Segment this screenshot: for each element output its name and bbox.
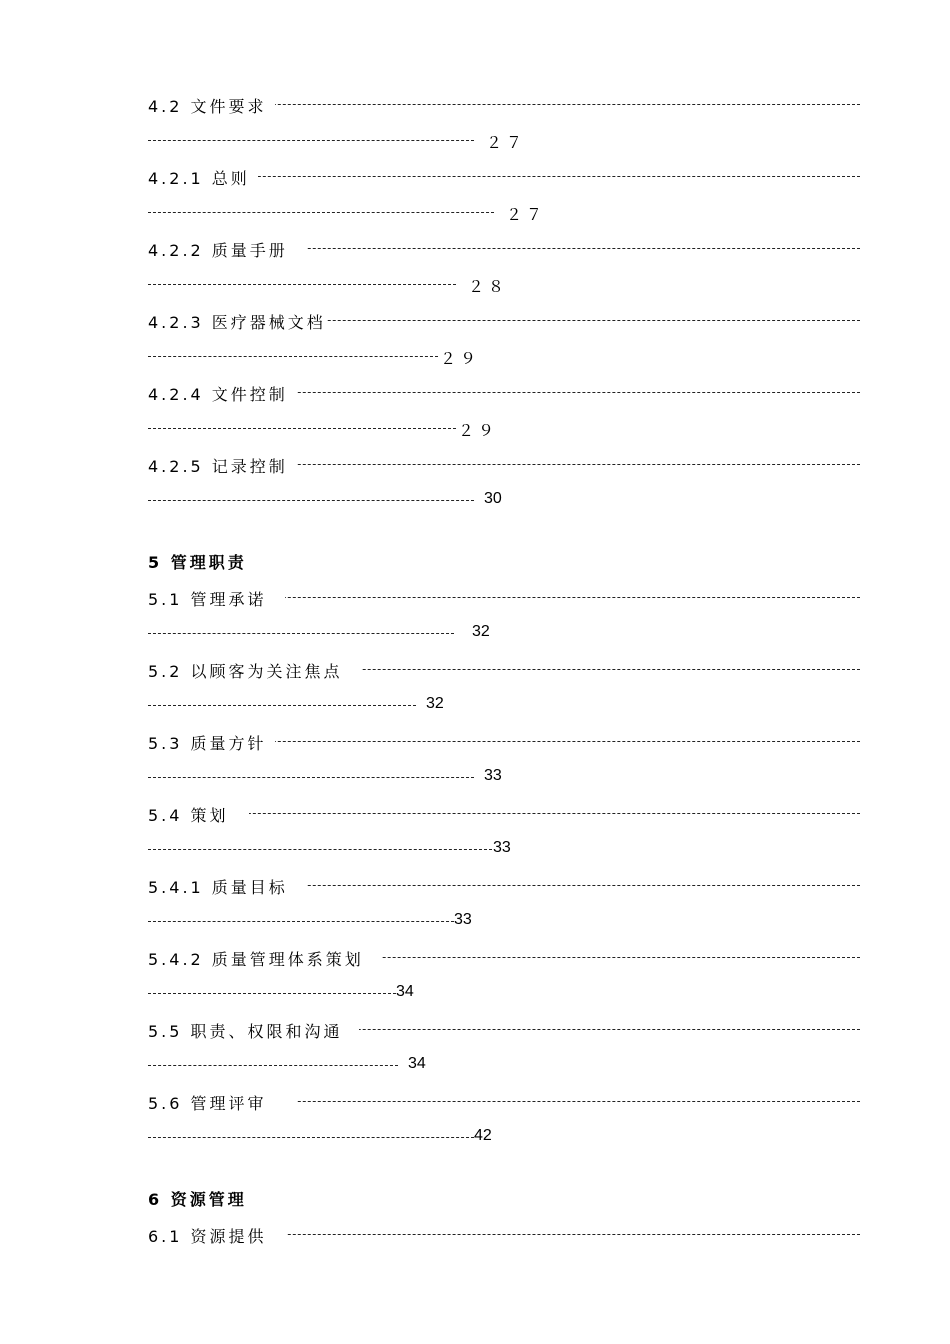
toc-entry-label: 6.1 资源提供 bbox=[148, 1224, 287, 1247]
toc-entry-first-line bbox=[148, 581, 860, 617]
dotted-leader bbox=[148, 356, 438, 357]
toc-entry-first-line bbox=[148, 232, 860, 268]
toc-entry-first-line bbox=[148, 88, 860, 124]
toc-entry-second-line bbox=[148, 617, 860, 653]
toc-entry-second-line bbox=[148, 124, 860, 160]
toc-entry bbox=[148, 941, 860, 1013]
toc-page-number: 32 bbox=[426, 695, 444, 712]
toc-entry-second-line bbox=[148, 689, 860, 725]
toc-entry-first-line bbox=[148, 448, 860, 484]
toc-page-number: 32 bbox=[472, 623, 490, 640]
dotted-leader bbox=[148, 813, 860, 814]
toc-entry-label: 5.4.2 质量管理体系策划 bbox=[148, 947, 382, 970]
toc-entry bbox=[148, 376, 860, 448]
toc-entry bbox=[148, 581, 860, 653]
toc-entry-first-line bbox=[148, 725, 860, 761]
toc-entry bbox=[148, 232, 860, 304]
toc-entry bbox=[148, 1085, 860, 1157]
toc-page-number: 34 bbox=[396, 983, 414, 1000]
toc-entry-first-line bbox=[148, 1085, 860, 1121]
toc-entry-first-line bbox=[148, 160, 860, 196]
toc-entry-second-line bbox=[148, 1121, 860, 1157]
toc-entry-second-line bbox=[148, 340, 860, 376]
dotted-leader bbox=[148, 705, 416, 706]
toc-entry-label: 4.2.5 记录控制 bbox=[148, 454, 296, 477]
toc-entry-first-line bbox=[148, 653, 860, 689]
toc-entry-first-line bbox=[148, 304, 860, 340]
dotted-leader bbox=[148, 633, 454, 634]
toc-entry bbox=[148, 1013, 860, 1085]
toc-page-number: 33 bbox=[484, 767, 502, 784]
toc-page-number: 34 bbox=[408, 1055, 426, 1072]
toc-entry-first-line bbox=[148, 869, 860, 905]
toc-entry-label: 5.3 质量方针 bbox=[148, 731, 275, 754]
toc-entry-second-line bbox=[148, 761, 860, 797]
toc-entry bbox=[148, 304, 860, 376]
toc-entry-second-line bbox=[148, 268, 860, 304]
section-heading: 6 资源管理 bbox=[148, 1190, 247, 1209]
dotted-leader bbox=[148, 284, 456, 285]
toc-entry-second-line bbox=[148, 412, 860, 448]
toc-entry bbox=[148, 797, 860, 869]
toc-entry-label: 5.4 策划 bbox=[148, 803, 249, 826]
toc-page-number: ２９ bbox=[440, 349, 481, 368]
toc-entry bbox=[148, 725, 860, 797]
toc-page-number: ２９ bbox=[458, 421, 499, 440]
toc-entry-second-line bbox=[148, 484, 860, 520]
toc-entry-label: 4.2 文件要求 bbox=[148, 94, 275, 117]
toc-entry-second-line bbox=[148, 977, 860, 1013]
toc-entry-second-line bbox=[148, 196, 860, 232]
toc-entry bbox=[148, 160, 860, 232]
table-of-contents bbox=[148, 88, 860, 1254]
toc-entry-label: 5.1 管理承诺 bbox=[148, 587, 285, 610]
toc-entry-label: 5.2 以顾客为关注焦点 bbox=[148, 659, 361, 682]
toc-entry bbox=[148, 88, 860, 160]
toc-entry-label: 4.2.1 总则 bbox=[148, 166, 258, 189]
toc-entry-first-line bbox=[148, 797, 860, 833]
toc-entry-label: 5.6 管理评审 bbox=[148, 1091, 297, 1114]
toc-page-number: ２７ bbox=[486, 133, 527, 152]
toc-entry-first-line bbox=[148, 1013, 860, 1049]
toc-entry-first-line bbox=[148, 376, 860, 412]
toc-entry bbox=[148, 1218, 860, 1254]
dotted-leader bbox=[148, 849, 492, 850]
toc-entry-first-line bbox=[148, 941, 860, 977]
toc-entry bbox=[148, 869, 860, 941]
dotted-leader bbox=[148, 140, 474, 141]
toc-entry-second-line bbox=[148, 905, 860, 941]
toc-entry bbox=[148, 653, 860, 725]
dotted-leader bbox=[148, 212, 494, 213]
toc-page-number: ２８ bbox=[468, 277, 509, 296]
dotted-leader bbox=[148, 777, 474, 778]
dotted-leader bbox=[148, 1065, 398, 1066]
dotted-leader bbox=[148, 1137, 474, 1138]
toc-page-number: 42 bbox=[474, 1127, 492, 1144]
toc-entry-label: 4.2.4 文件控制 bbox=[148, 382, 296, 405]
dotted-leader bbox=[148, 428, 456, 429]
toc-entry bbox=[148, 448, 860, 520]
toc-entry-label: 4.2.3 医疗器械文档 bbox=[148, 310, 326, 333]
dotted-leader bbox=[148, 500, 474, 501]
toc-page-number: 33 bbox=[454, 911, 472, 928]
toc-entry-second-line bbox=[148, 833, 860, 869]
section-heading: 5 管理职责 bbox=[148, 553, 247, 572]
toc-entry-label: 5.5 职责、权限和沟通 bbox=[148, 1019, 359, 1042]
toc-page-number: 30 bbox=[484, 490, 502, 507]
dotted-leader bbox=[148, 993, 396, 994]
dotted-leader bbox=[148, 921, 454, 922]
toc-entry-second-line bbox=[148, 1049, 860, 1085]
toc-entry-label: 4.2.2 质量手册 bbox=[148, 238, 306, 261]
toc-entry-first-line bbox=[148, 1218, 860, 1254]
toc-page-number: ２７ bbox=[506, 205, 547, 224]
toc-page-number: 33 bbox=[493, 839, 511, 856]
toc-entry-label: 5.4.1 质量目标 bbox=[148, 875, 306, 898]
